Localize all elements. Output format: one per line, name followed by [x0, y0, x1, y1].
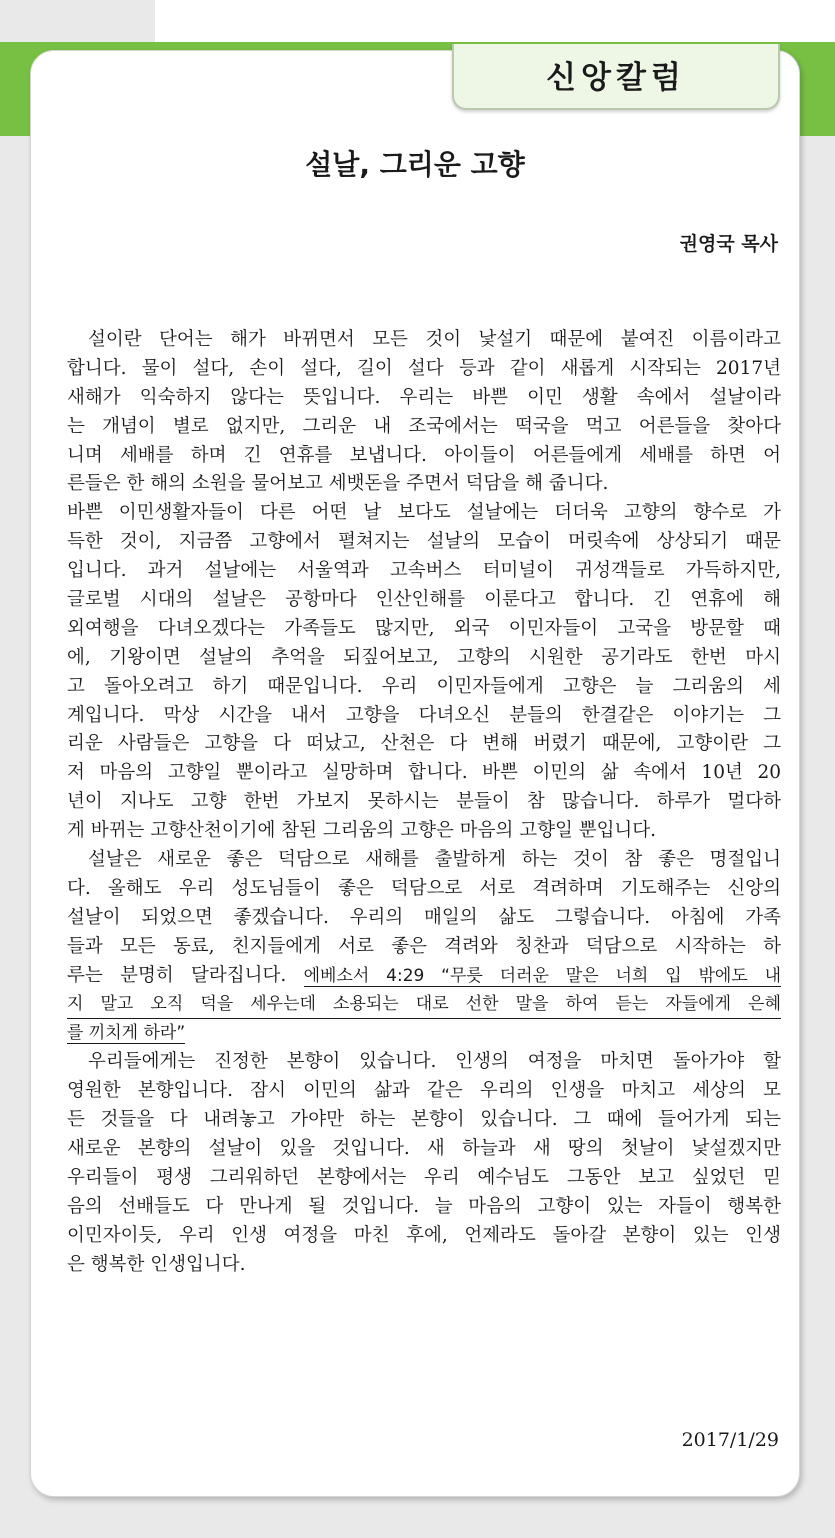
- article-body: [67, 326, 781, 1279]
- scripture-quote-line-wrap: [67, 1019, 781, 1048]
- column-label-tab: [452, 44, 780, 110]
- body-line: 설날은 새로운 좋은 덕담으로 새해를 출발하게 하는 것이 참 좋은 명절입니: [88, 849, 781, 871]
- article-title: 설날, 그리운 고향: [305, 148, 525, 181]
- body-line: 우리들이 평생 그리워하던 본향에서는 우리 예수님도 그동안 보고 싶었던 믿: [67, 1166, 781, 1188]
- body-line: 음의 선배들도 다 만나게 될 것입니다. 늘 마음의 고향이 있는 자들이 행복한: [67, 1195, 781, 1217]
- body-line: 루는 분명히 달라집니다.: [67, 964, 287, 986]
- body-line: 설날이 되었으면 좋겠습니다. 우리의 매일의 삶도 그렇습니다. 아침에 가족: [67, 906, 781, 928]
- body-line: 다. 올해도 우리 성도님들이 좋은 덕담으로 서로 격려하며 기도해주는 신앙의: [67, 877, 781, 899]
- body-line: 른들은 한 해의 소원을 물어보고 세뱃돈을 주면서 덕담을 해 줍니다.: [67, 473, 609, 495]
- body-line-with-quote: [67, 962, 781, 991]
- body-line: 이민자이듯, 우리 인생 여정을 마친 후에, 언제라도 돌아갈 본향이 있는 인생: [67, 1224, 781, 1246]
- body-line: 새로운 본향의 설날이 있을 것입니다. 새 하늘과 새 땅의 첫날이 낯설겠지만: [67, 1137, 781, 1159]
- column-label: 신앙칼럼: [546, 59, 686, 96]
- body-line: 든 것들을 다 내려놓고 가야만 하는 본향이 있습니다. 그 때에 들어가게 되는: [67, 1109, 781, 1131]
- body-line: 는 개념이 별로 없지만, 그리운 내 조국에서는 떡국을 먹고 어른들을 찾아다: [67, 415, 781, 437]
- body-line: 에, 기왕이면 설날의 추억을 되짚어보고, 고향의 시원한 공기라도 한번 마시: [67, 646, 781, 668]
- body-line: 외여행을 다녀오겠다는 가족들도 많지만, 외국 이민자들이 고국을 방문할 때: [67, 617, 781, 639]
- body-line: 리운 사람들은 고향을 다 떠났고, 산천은 다 변해 버렸기 때문에, 고향이란 그: [67, 733, 781, 755]
- scripture-quote-line: 지 말고 오직 덕을 세우는데 소용되는 대로 선한 말을 하여 듣는 자들에게 은혜: [67, 990, 781, 1019]
- body-line: 저 마음의 고향일 뿐이라고 실망하며 합니다. 바쁜 이민의 삶 속에서 10년 20: [67, 762, 781, 784]
- top-white-strip: [155, 0, 835, 42]
- body-line: 우리들에게는 진정한 본향이 있습니다. 인생의 여정을 마치면 돌아가야 할: [88, 1051, 781, 1073]
- article-date: 2017/1/29: [681, 1429, 779, 1451]
- body-line: 입니다. 과거 설날에는 서울역과 고속버스 터미널이 귀성객들로 가득하지만,: [67, 560, 781, 582]
- body-line: 년이 지나도 고향 한번 가보지 못하시는 분들이 참 많습니다. 하루가 멀다하: [67, 791, 781, 813]
- body-line: 영원한 본향입니다. 잠시 이민의 삶과 같은 우리의 인생을 마치고 세상의 모: [67, 1080, 781, 1102]
- body-line: 게 바뀌는 고향산천이기에 참된 그리움의 고향은 마음의 고향일 뿐입니다.: [67, 820, 657, 842]
- scripture-quote: 에베소서 4:29 “무릇 더러운 말은 너희 입 밖에도 내: [303, 965, 782, 986]
- body-line: 합니다. 물이 설다, 손이 설다, 길이 설다 등과 같이 새롭게 시작되는 2017년: [67, 357, 781, 379]
- body-line: 고 돌아오려고 하기 때문입니다. 우리 이민자들에게 고향은 늘 그리움의 세: [67, 675, 781, 697]
- article-author: 권영국 목사: [679, 233, 778, 255]
- body-line: 글로벌 시대의 설날은 공항마다 인산인해를 이룬다고 합니다. 긴 연휴에 해: [67, 589, 781, 611]
- body-line: 설이란 단어는 해가 바뀌면서 모든 것이 낯설기 때문에 붙여진 이름이라고: [88, 329, 781, 350]
- scripture-quote-line: 를 끼치게 하라”: [67, 1023, 186, 1044]
- body-line: 계입니다. 막상 시간을 내서 고향을 다녀오신 분들의 한결같은 이야기는 그: [67, 704, 781, 726]
- body-line: 바쁜 이민생활자들이 다른 어떤 날 보다도 설날에는 더더욱 고향의 향수로 가: [67, 502, 781, 524]
- body-line: 은 행복한 인생입니다.: [67, 1253, 246, 1275]
- body-line: 들과 모든 동료, 친지들에게 서로 좋은 격려와 칭찬과 덕담으로 시작하는 하: [67, 935, 781, 957]
- body-line: 니며 세배를 하며 긴 연휴를 보냅니다. 아이들이 어른들에게 세배를 하면 어: [67, 444, 781, 466]
- body-line: 새해가 익숙하지 않다는 뜻입니다. 우리는 바쁜 이민 생활 속에서 설날이라: [67, 386, 781, 408]
- body-line: 득한 것이, 지금쯤 고향에서 펼쳐지는 설날의 모습이 머릿속에 상상되기 때문: [67, 531, 781, 553]
